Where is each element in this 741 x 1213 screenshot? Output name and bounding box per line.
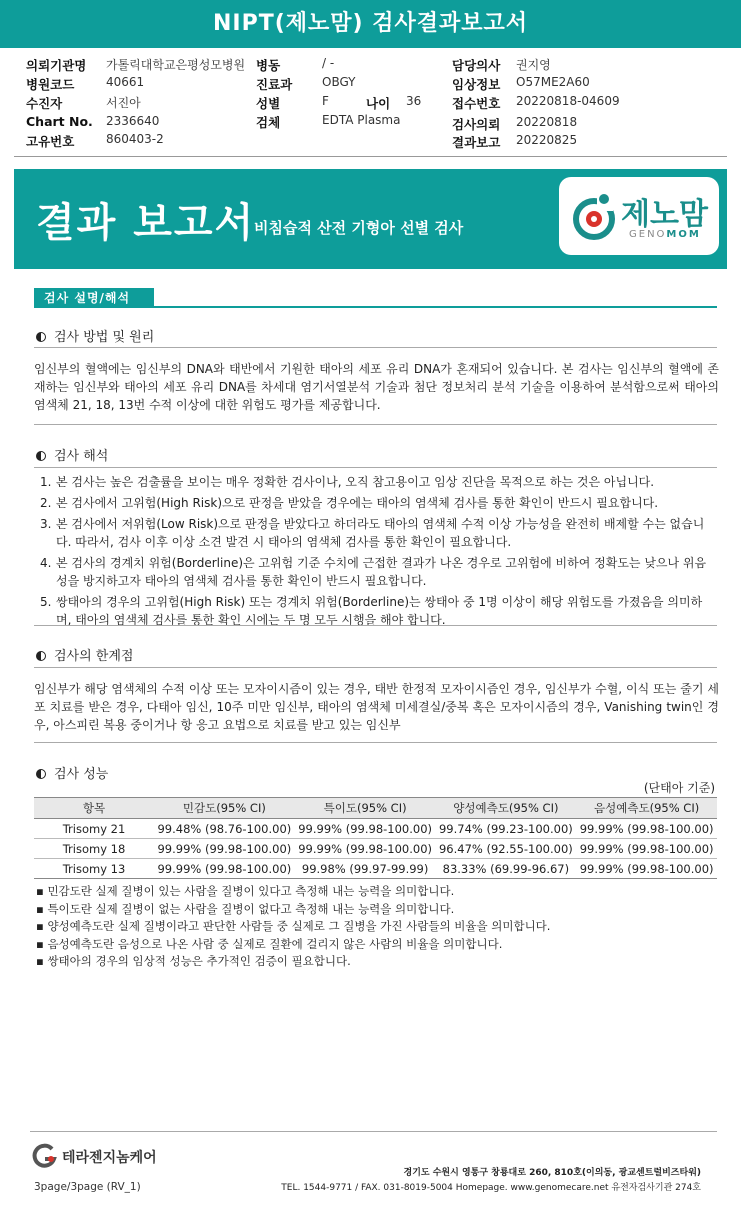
table-cell: 99.99% (99.98-100.00) <box>576 819 717 839</box>
req-date-value: 20220818 <box>516 115 578 129</box>
doctor-label: 담당의사 <box>452 58 501 73</box>
interpretation-list <box>40 473 715 632</box>
divider <box>34 625 717 626</box>
table-cell: 99.99% (99.98-100.00) <box>295 839 436 859</box>
unique-no-label: 고유번호 <box>26 134 75 149</box>
table-cell: Trisomy 21 <box>34 819 154 839</box>
table-cell: 99.98% (99.97-99.99) <box>295 859 436 879</box>
table-cell: 99.99% (99.98-100.00) <box>576 859 717 879</box>
patient-info <box>0 53 741 153</box>
note-item: ▪ 음성예측도란 음성으로 나온 사람 중 실제로 질환에 걸리지 않은 사람의 비율을 의미합니다. <box>36 936 716 954</box>
divider <box>34 667 717 668</box>
receipt-value: 20220818-04609 <box>516 94 620 108</box>
unique-no-value: 860403-2 <box>106 132 164 146</box>
requester-value: 가톨릭대학교은평성모병원 <box>106 58 246 72</box>
logo-korean: 제노맘 <box>621 197 708 232</box>
table-cell: 99.99% (99.98-100.00) <box>576 839 717 859</box>
banner-title: 결과 보고서 <box>36 200 256 246</box>
half-circle-icon <box>36 451 46 461</box>
note-item: ▪ 쌍태아의 경우의 임상적 성능은 추가적인 검증이 필요합니다. <box>36 953 716 971</box>
table-cell: 96.47% (92.55-100.00) <box>436 839 577 859</box>
table-cell: 99.48% (98.76-100.00) <box>154 819 295 839</box>
note-item: ▪ 민감도란 실제 질병이 있는 사람을 질병이 있다고 측정해 내는 능력을 의미합니다. <box>36 883 716 901</box>
patient-value: 서진아 <box>106 96 141 110</box>
interpretation-heading: 검사 해석 <box>36 445 108 464</box>
list-item: 2. 본 검사에서 고위험(High Risk)으로 판정을 받았을 경우에는 태아의 염색체 검사를 통한 확인이 반드시 필요합니다. <box>40 496 659 510</box>
table-cell: 99.99% (99.98-100.00) <box>154 859 295 879</box>
method-text: 임신부의 혈액에는 임신부의 DNA와 태반에서 기원한 태아의 세포 유리 DNA가 혼재되어 있습니다. 본 검사는 임신부의 혈액에 존재하는 임신부와 태아의 세포 유리 DNA를 차세대 염기서열분석 기술과 첨단 정보처리 분석 기술을 이용하여 분석함으로써 태아의 염색체 21, 18, 13번 수적 이상에 대한 위험도 평가를 제공합니다. <box>34 362 719 412</box>
limitation-heading: 검사의 한계점 <box>36 645 133 664</box>
hospital-code-value: 40661 <box>106 75 145 89</box>
half-circle-icon <box>36 651 46 661</box>
performance-table <box>34 797 717 879</box>
column-header: 민감도(95% CI) <box>154 798 295 819</box>
chart-no-value: 2336640 <box>106 114 160 128</box>
requester-label: 의뢰기관명 <box>26 58 87 73</box>
age-label: 나이 <box>366 96 391 111</box>
column-header: 양성예측도(95% CI) <box>436 798 577 819</box>
page-number: 3page/3page (RV_1) <box>34 1181 141 1193</box>
limitation-text: 임신부가 해당 염색체의 수적 이상 또는 모자이시즘이 있는 경우, 태반 한정적 모자이시즘인 경우, 임신부가 수혈, 이식 또는 줄기 세포 치료를 받은 경우, 다태아 임신, 10주 미만 임신부, 태아의 염색체 미세결실/중복 혹은 모자이시즘의 경우, Vanishing twin인 경우, 아스피린 복용 중이거나 항 응고 요법으로 치료를 받고 있는 임신부 <box>34 682 719 732</box>
section-tab: 검사 설명/해석 <box>34 288 154 308</box>
performance-notes <box>36 883 716 971</box>
column-header: 항목 <box>34 798 154 819</box>
sex-value: F <box>322 94 329 108</box>
patient-label: 수진자 <box>26 96 63 111</box>
table-row <box>34 859 717 879</box>
divider <box>34 467 717 468</box>
list-item: 5. 쌍태아의 경우의 고위험(High Risk) 또는 경계치 위험(Borderline)는 쌍태아 중 1명 이상이 해당 위험도를 가졌음을 의미하며, 태아의 염색체 검사를 통한 확인 시에는 두 명 모두 시행을 해야 합니다. <box>40 595 703 627</box>
list-item: 3. 본 검사에서 저위험(Low Risk)으로 판정을 받았다고 하더라도 태아의 염색체 수적 이상 가능성을 완전히 배제할 수는 없습니다. 따라서, 검사 이후 이상 소견 발견 시 태아의 염색체 검사를 통한 확인이 필요합니다. <box>40 517 705 549</box>
clinical-label: 임상정보 <box>452 77 501 92</box>
divider <box>34 347 717 348</box>
result-banner <box>14 169 727 269</box>
footer-address <box>281 1166 701 1196</box>
report-date-label: 결과보고 <box>452 135 501 150</box>
note-item: ▪ 특이도란 실제 질병이 없는 사람을 질병이 없다고 측정해 내는 능력을 의미합니다. <box>36 901 716 919</box>
genomom-logo <box>559 177 719 255</box>
banner-subtitle: 비침습적 산전 기형아 선별 검사 <box>254 219 464 237</box>
performance-heading: 검사 성능 <box>36 763 108 782</box>
receipt-label: 접수번호 <box>452 96 501 111</box>
table-row <box>34 839 717 859</box>
sex-label: 성별 <box>256 96 281 111</box>
company-logo-icon <box>30 1143 58 1169</box>
req-date-label: 검사의뢰 <box>452 117 501 132</box>
chart-no-label: Chart No. <box>26 114 93 129</box>
half-circle-icon <box>36 769 46 779</box>
section-divider <box>34 306 717 308</box>
footer-divider <box>30 1131 717 1132</box>
hospital-code-label: 병원코드 <box>26 77 75 92</box>
divider <box>34 424 717 425</box>
specimen-value: EDTA Plasma <box>322 113 401 127</box>
list-item: 1. 본 검사는 높은 검출률을 보이는 매우 정확한 검사이나, 오직 참고용이고 임상 진단을 목적으로 하는 것은 아닙니다. <box>40 475 655 489</box>
table-cell: 99.99% (99.98-100.00) <box>295 819 436 839</box>
clinical-value: O57ME2A60 <box>516 75 590 89</box>
table-cell: Trisomy 18 <box>34 839 154 859</box>
age-value: 36 <box>406 94 422 108</box>
logo-english: GENOMOM <box>629 229 701 240</box>
table-cell: 99.74% (99.23-100.00) <box>436 819 577 839</box>
column-header: 특이도(95% CI) <box>295 798 436 819</box>
column-header: 음성예측도(95% CI) <box>576 798 717 819</box>
table-cell: 99.99% (99.98-100.00) <box>154 839 295 859</box>
ward-label: 병동 <box>256 58 281 73</box>
list-item: 4. 본 검사의 경계치 위험(Borderline)은 고위험 기준 수치에 근접한 결과가 나온 경우로 고위험에 비하여 정확도는 낮으나 위음성을 방지하고자 태아의 염색체 검사를 통한 확인이 반드시 필요합니다. <box>40 556 707 588</box>
report-date-value: 20220825 <box>516 133 578 147</box>
genomom-logo-icon <box>571 191 617 241</box>
ward-value: / - <box>322 56 335 70</box>
dept-value: OBGY <box>322 75 356 89</box>
address-line: 경기도 수원시 영통구 창룡대로 260, 810호(이의동, 광교센트럴비즈타워) <box>403 1168 701 1178</box>
report-title: NIPT(제노맘) 검사결과보고서 <box>0 0 741 48</box>
table-row <box>34 819 717 839</box>
info-divider <box>14 156 727 157</box>
doctor-value: 권지영 <box>516 58 551 72</box>
method-heading: 검사 방법 및 원리 <box>36 326 154 345</box>
dept-label: 진료과 <box>256 77 293 92</box>
table-cell: 83.33% (69.99-96.67) <box>436 859 577 879</box>
contact-line: TEL. 1544-9771 / FAX. 031-8019-5004 Homepage. www.genomecare.net 유전자검사기관 274호 <box>281 1183 701 1193</box>
specimen-label: 검체 <box>256 115 281 130</box>
company-name: 테라젠지놈케어 <box>62 1150 157 1166</box>
note-item: ▪ 양성예측도란 실제 질병이라고 판단한 사람들 중 실제로 그 질병을 가진 사람들의 비율을 의미합니다. <box>36 918 716 936</box>
divider <box>34 742 717 743</box>
table-header-row <box>34 798 717 819</box>
table-cell: Trisomy 13 <box>34 859 154 879</box>
unit-note: (단태아 기준) <box>643 781 715 795</box>
half-circle-icon <box>36 332 46 342</box>
